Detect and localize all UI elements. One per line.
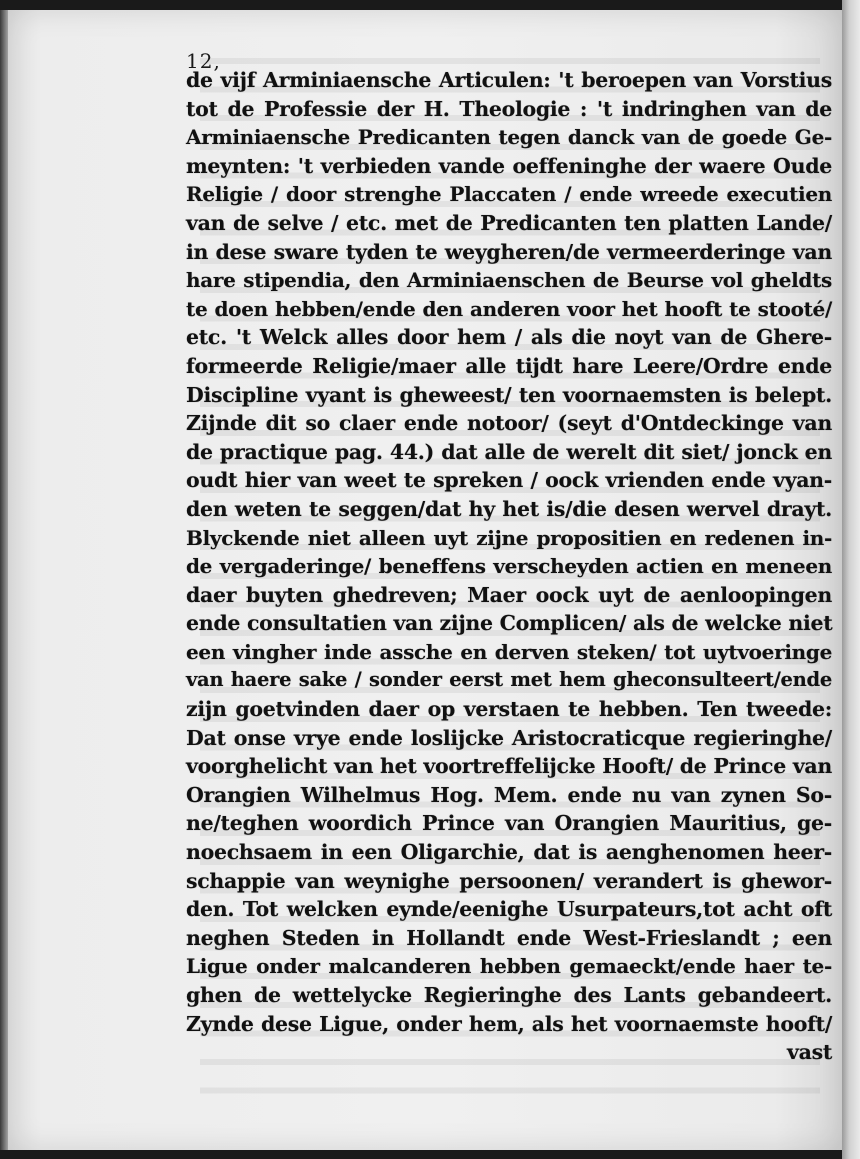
- text-line: tot de Professie der H. Theologie : 't indringhen van de: [186, 96, 832, 121]
- text-line: van haere sake / sonder eerst met hem gheconsulteert/ende: [186, 668, 832, 692]
- text-line: ghen de wettelycke Regieringhe des Lants gebandeert.: [186, 983, 832, 1007]
- text-line: zijn goetvinden daer op verstaen te hebben. Ten tweede:: [186, 697, 832, 722]
- text-line: de vergaderinge/ beneffens verscheyden actien en meneen: [186, 554, 832, 579]
- text-line: Zynde dese Ligue, onder hem, als het voornaemste hooft/: [186, 1011, 832, 1036]
- text-line: Religie / door strenghe Placcaten / ende wreede executien: [186, 182, 832, 207]
- text-line: te doen hebben/ende den anderen voor het hooft te stooté/: [186, 296, 832, 321]
- body-text: [186, 66, 832, 1067]
- text-line: een vingher inde assche en derven steken/ tot uytvoeringe: [186, 639, 832, 664]
- text-line: de vijf Arminiaensche Articulen: 't beroepen van Vorstius: [186, 68, 832, 92]
- text-line: den. Tot welcken eynde/eenighe Usurpateurs,tot acht oft: [186, 897, 832, 922]
- text-line: etc. 't Welck alles door hem / als die noyt van de Ghere-: [186, 325, 832, 350]
- text-line: daer buyten ghedreven; Maer oock uyt de aenloopingen: [186, 582, 832, 607]
- text-line: hare stipendia, den Arminiaenschen de Beurse vol gheldts: [186, 268, 832, 293]
- text-line: voorghelicht van het voortreffelijcke Hooft/ de Prince van: [186, 754, 833, 779]
- catchword: vast: [786, 1040, 832, 1065]
- text-line: Arminiaensche Predicanten tegen danck van de goede Ge-: [186, 125, 832, 150]
- text-line: Discipline vyant is gheweest/ ten voornaemsten is belept.: [186, 382, 832, 407]
- text-line: schappie van weynighe persoonen/ verandert is ghewor-: [186, 868, 832, 893]
- text-line: Dat onse vrye ende loslijcke Aristocraticque regieringhe/: [186, 725, 832, 750]
- text-line: in dese sware tyden te weygheren/de vermeerderinge van: [186, 239, 832, 264]
- text-line: ende consultatien van zijne Complicen/ als de welcke niet: [186, 611, 833, 636]
- text-line: formeerde Religie/maer alle tijdt hare Leere/Ordre ende: [186, 353, 832, 378]
- page-edge: [842, 0, 860, 1159]
- text-line: Ligue onder malcanderen hebben gemaeckt/ende haer te-: [186, 954, 832, 979]
- text-line: den weten te seggen/dat hy het is/die desen wervel drayt.: [186, 496, 832, 521]
- text-line: de practique pag. 44.) dat alle de werelt dit siet/ jonck en: [186, 439, 832, 464]
- text-line: meynten: 't verbieden vande oeffeninghe der waere Oude: [186, 153, 832, 178]
- text-line: van de selve / etc. met de Predicanten ten platten Lande/: [186, 210, 832, 235]
- text-line: Zijnde dit so claer ende notoor/ (seyt d'Ontdeckinge van: [186, 411, 832, 436]
- text-line: Orangien Wilhelmus Hog. Mem. ende nu van zynen So-: [186, 782, 832, 807]
- text-line: oudt hier van weet te spreken / oock vrienden ende vyan-: [186, 468, 832, 493]
- text-line: noechsaem in een Oligarchie, dat is aenghenomen heer-: [186, 840, 832, 865]
- text-line: Blyckende niet alleen uyt zijne propositien en redenen in-: [186, 525, 832, 550]
- text-line: neghen Steden in Hollandt ende West-Frieslandt ; een: [186, 925, 832, 950]
- text-line: ne/teghen woordich Prince van Orangien Mauritius, ge-: [186, 811, 832, 836]
- page-number: 12,: [186, 49, 221, 73]
